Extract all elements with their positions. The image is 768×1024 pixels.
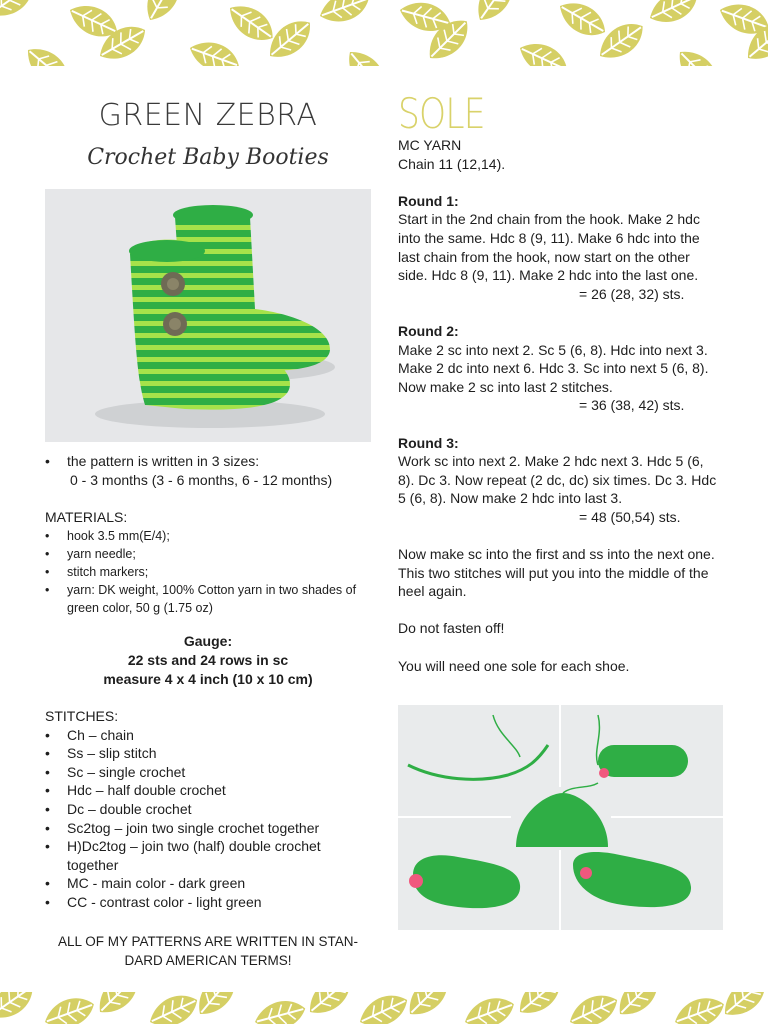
gauge-heading: Gauge: [183,633,233,649]
pattern-subtitle: Crochet Baby Booties [87,145,329,170]
sizes-info [45,452,371,490]
round-heading: Round 2: [398,322,459,339]
sizes-line-2: 0 - 3 months (3 - 6 months, 6 - 12 months) [70,472,333,488]
stitches-section [45,707,371,912]
round-text: Make 2 sc into next 2. Sc 5 (6, 8). Hdc into next 3. Make 2 dc into next 6. Hdc 3. Sc into next 5 (6, 8). Now make 2 sc into last 2 stitches. [398,341,709,395]
list-item: • hook 3.5 mm(E/4); [45,529,170,543]
leaf-pattern [0,0,768,66]
materials-heading: MATERIALS: [45,509,128,525]
sole-steps-illustration [398,705,723,930]
round-text: Work sc into next 2. Make 2 hdc next 3. Hdc 5 (6, 8). Dc 3. Now repeat (2 dc, dc) six times. Dc 3. Hdc 5 (6, 8). Now make 2 hdc into last 3. [398,453,717,507]
leaf-pattern [0,992,768,1024]
list-item: • Ss – slip stitch [45,745,157,762]
round-text: Start in the 2nd chain from the hook. Make 2 hdc into the same. Hdc 8 (9, 11). Make 6 hdc into the last chain from the hook, now start on the other side. Hdc 8 (9, 11). Make 2 hdc into the last one. [398,211,700,284]
stitches-list [45,726,371,912]
list-item: • Hdc – half double crochet [45,782,226,799]
booties-illustration [45,189,371,442]
round-total: = 26 (28, 32) sts. [579,285,685,302]
marker-icon [599,768,609,778]
bullet-icon: • [45,529,50,543]
gauge-section [45,632,371,689]
booties-photo [45,189,371,442]
pattern-title: GREEN ZEBRA [98,98,318,133]
sizes-line-1: the pattern is written in 3 sizes: [67,453,260,469]
list-item: • yarn needle; [45,547,136,561]
round-heading: Round 1: [398,192,459,209]
top-leaf-border [0,0,768,66]
list-item: • stitch markers; [45,565,149,579]
bullet-icon: • [45,782,50,799]
list-item: • yarn: DK weight, 100% Cotton yarn in two shades of green color, 50 g (1.75 oz) [45,583,357,615]
chain-instruction: Chain 11 (12,14). [398,155,506,172]
right-column [398,89,723,675]
materials-section [45,508,371,617]
terms-note: ALL OF MY PATTERNS ARE WRITTEN IN STAN-DARD AMERICAN TERMS! [57,934,359,968]
bullet-icon: • [45,819,50,836]
list-item: • H)Dc2tog – join two (half) double crochet together [45,838,321,873]
list-item: • MC - main color - dark green [45,875,246,892]
round-total: = 48 (50,54) sts. [579,508,681,525]
bullet-icon: • [45,547,50,561]
sole-instructions [398,136,723,675]
materials-list [45,527,371,617]
gauge-line-2: measure 4 x 4 inch (10 x 10 cm) [103,671,313,687]
round-heading: Round 3: [398,434,459,451]
round-total: = 36 (38, 42) sts. [579,397,685,414]
list-item: • CC - contrast color - light green [45,893,262,910]
bottom-leaf-border [0,992,768,1024]
bullet-icon: • [45,875,50,892]
stitches-heading: STITCHES: [45,708,119,724]
marker-icon [580,867,592,879]
bullet-icon: • [45,565,50,579]
left-column [45,92,371,968]
fasten-note: Do not fasten off! [398,620,505,637]
marker-icon [409,874,423,888]
bullet-icon: • [45,745,50,762]
bullet-icon: • [45,838,50,855]
bullet-icon: • [45,893,50,910]
list-item: • Sc2tog – join two single crochet together [45,819,320,836]
after-rounds-text: Now make sc into the first and ss into the next one. This two stitches will put you into the middle of the heel again. [398,546,715,600]
yarn-label: MC YARN [398,137,462,153]
gauge-line-1: 22 sts and 24 rows in sc [127,652,289,668]
list-item: • Ch – chain [45,726,134,743]
bullet-icon: • [45,763,50,780]
list-item: • Dc – double crochet [45,800,192,817]
section-title: SOLE [398,89,485,138]
bullet-icon: • [45,800,50,817]
bullet-icon: • [45,583,50,597]
sole-progress-photos [398,705,723,930]
bullet-icon: • [45,726,50,743]
bullet-icon: • [45,453,50,469]
list-item: • Sc – single crochet [45,763,186,780]
sole-count-note: You will need one sole for each shoe. [398,657,630,674]
